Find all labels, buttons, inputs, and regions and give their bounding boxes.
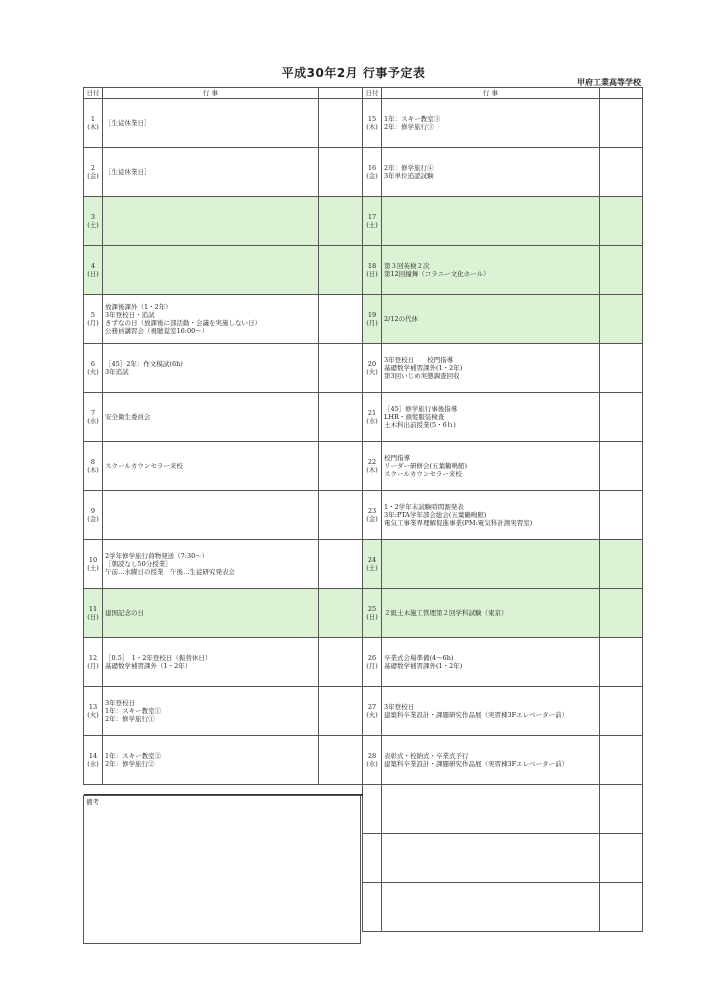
- day-number: 4: [90, 262, 96, 270]
- event-line: ２級土木施工管理第２回学科試験（東京）: [384, 609, 508, 617]
- date-cell: [363, 638, 382, 687]
- event-line: 2年：修学旅行③: [384, 123, 434, 131]
- day-number: 13: [88, 703, 98, 711]
- date-cell: [84, 99, 103, 148]
- event-line: 第３回英検２次: [384, 262, 430, 270]
- notes-cell: [319, 442, 363, 491]
- day-row: [363, 736, 643, 785]
- date-cell: [84, 589, 103, 638]
- event-line: ［生徒休業日］: [105, 119, 151, 127]
- event-line: 基礎数学補習課外(1・2年): [384, 364, 463, 372]
- event-line: 第3回いじめ実態調査回収: [384, 372, 460, 380]
- header-events: 行 事: [103, 88, 319, 99]
- day-row: [84, 148, 363, 197]
- blank-cell: [600, 883, 643, 932]
- day-of-week: (日): [366, 613, 378, 621]
- date-cell: [363, 246, 382, 295]
- day-of-week: (土): [87, 221, 99, 229]
- event-line: 建国記念の日: [105, 609, 144, 617]
- events-cell: [103, 197, 319, 246]
- page-title: 平成30年2月 行事予定表: [281, 66, 426, 80]
- day-number: 6: [90, 360, 96, 368]
- header-extra: [600, 88, 643, 99]
- day-row: [363, 393, 643, 442]
- events-cell: [382, 393, 600, 442]
- blank-row: [363, 834, 643, 883]
- events-cell: [382, 589, 600, 638]
- day-of-week: (木): [87, 466, 99, 474]
- event-line: 2年：修学旅行①: [105, 715, 155, 723]
- header-date: 日付: [84, 88, 103, 99]
- event-line: 建築科卒業設計・課題研究作品展（実習棟3Fエレベーター前）: [384, 711, 569, 719]
- notes-cell: [319, 246, 363, 295]
- event-line: 3年登校日: [384, 703, 415, 711]
- events-cell: [382, 687, 600, 736]
- day-number: 10: [88, 556, 98, 564]
- events-cell: [103, 295, 319, 344]
- event-line: 放課後課外（1・2年）: [105, 303, 172, 311]
- day-of-week: (土): [87, 564, 99, 572]
- events-cell: [103, 393, 319, 442]
- event-line: 2年：修学旅行④: [384, 164, 434, 172]
- blank-cell: [382, 883, 600, 932]
- notes-cell: [600, 736, 643, 785]
- date-cell: [84, 197, 103, 246]
- events-cell: [382, 344, 600, 393]
- blank-cell: [600, 834, 643, 883]
- day-of-week: (日): [366, 270, 378, 278]
- day-of-week: (水): [366, 760, 378, 768]
- event-line: 基礎数学補習課外(1・2年): [384, 662, 463, 670]
- events-cell: [103, 148, 319, 197]
- event-line: ［0.5］ 1・2年登校日（振替休日）: [105, 654, 212, 662]
- notes-cell: [319, 197, 363, 246]
- event-line: 午前…水曜日の授業 午後…生徒研究発表会: [105, 568, 235, 576]
- date-cell: [84, 246, 103, 295]
- events-cell: [382, 491, 600, 540]
- day-row: [363, 638, 643, 687]
- day-number: 21: [367, 409, 377, 417]
- day-row: [84, 540, 363, 589]
- header-events: 行 事: [382, 88, 600, 99]
- day-row: [84, 197, 363, 246]
- event-line: 校門指導: [384, 454, 410, 462]
- date-cell: [84, 736, 103, 785]
- events-cell: [382, 246, 600, 295]
- day-row: [84, 344, 363, 393]
- day-row: [84, 99, 363, 148]
- day-number: 23: [367, 507, 377, 515]
- date-cell: [84, 540, 103, 589]
- event-line: LHR・頭髪服装検査: [384, 413, 445, 421]
- event-line: 3年登校日 校門指導: [384, 356, 454, 364]
- header-date: 日付: [363, 88, 382, 99]
- day-of-week: (火): [87, 368, 99, 376]
- day-number: 5: [90, 311, 96, 319]
- events-cell: [103, 344, 319, 393]
- notes-cell: [319, 99, 363, 148]
- day-of-week: (木): [366, 123, 378, 131]
- day-of-week: (金): [366, 172, 378, 180]
- event-line: 3年登校日・追試: [105, 311, 155, 319]
- day-row: [363, 148, 643, 197]
- date-cell: [363, 295, 382, 344]
- day-row: [84, 295, 363, 344]
- events-cell: [103, 589, 319, 638]
- notes-cell: [600, 197, 643, 246]
- day-of-week: (月): [366, 662, 378, 670]
- day-number: 8: [90, 458, 96, 466]
- day-row: [84, 491, 363, 540]
- date-cell: [84, 344, 103, 393]
- event-line: 1・2学年末試験時間割発表: [384, 503, 464, 511]
- day-row: [363, 99, 643, 148]
- day-number: 12: [88, 654, 98, 662]
- day-number: 14: [88, 752, 98, 760]
- events-cell: [382, 148, 600, 197]
- notes-cell: [600, 344, 643, 393]
- notes-cell: [319, 491, 363, 540]
- notes-cell: [600, 295, 643, 344]
- day-row: [363, 540, 643, 589]
- event-line: 3年追試: [105, 368, 129, 376]
- day-number: 22: [367, 458, 377, 466]
- day-row: [363, 687, 643, 736]
- day-number: 27: [367, 703, 377, 711]
- event-line: 3年:PTA学年部会総会(五葉鶴鳴館): [384, 511, 487, 519]
- events-cell: [382, 197, 600, 246]
- event-line: 電気工事業界理解促進事業(PM:電気科計測実習室): [384, 519, 533, 527]
- day-of-week: (月): [87, 319, 99, 327]
- notes-cell: [600, 638, 643, 687]
- day-number: 18: [367, 262, 377, 270]
- day-row: [363, 442, 643, 491]
- day-number: 19: [367, 311, 377, 319]
- date-cell: [363, 540, 382, 589]
- event-line: 安全衛生委員会: [105, 413, 151, 421]
- events-cell: [382, 638, 600, 687]
- event-line: ［生徒休業日］: [105, 168, 151, 176]
- event-line: 表彰式・校納式・卒業式予行: [384, 752, 469, 760]
- blank-cell: [363, 883, 382, 932]
- event-line: 第12回撞舞（コラニー文化ホール）: [384, 270, 490, 278]
- date-cell: [84, 393, 103, 442]
- events-cell: [382, 99, 600, 148]
- day-of-week: (金): [87, 172, 99, 180]
- date-cell: [363, 736, 382, 785]
- event-line: 公務員講習会（視聴覚室16:00～）: [105, 327, 209, 335]
- events-cell: [382, 540, 600, 589]
- events-cell: [103, 99, 319, 148]
- notes-cell: [600, 687, 643, 736]
- day-of-week: (水): [87, 760, 99, 768]
- event-line: ［45］修学旅行事後指導: [384, 405, 458, 413]
- event-line: ［朝読なし50分授業］: [105, 560, 172, 568]
- day-number: 3: [90, 213, 96, 221]
- day-of-week: (月): [87, 662, 99, 670]
- notes-cell: [600, 99, 643, 148]
- header-extra: [319, 88, 363, 99]
- blank-cell: [382, 834, 600, 883]
- date-cell: [363, 589, 382, 638]
- notes-cell: [600, 540, 643, 589]
- day-of-week: (金): [366, 515, 378, 523]
- notes-cell: [319, 540, 363, 589]
- day-of-week: (水): [366, 417, 378, 425]
- day-of-week: (金): [87, 515, 99, 523]
- day-row: [363, 589, 643, 638]
- date-cell: [363, 491, 382, 540]
- events-cell: [382, 295, 600, 344]
- event-line: 2年：修学旅行②: [105, 760, 155, 768]
- school-name: 甲府工業高等学校: [577, 78, 641, 87]
- notes-cell: [600, 589, 643, 638]
- date-cell: [84, 148, 103, 197]
- event-line: スクールカウンセラー来校: [105, 462, 183, 470]
- day-number: 11: [88, 605, 98, 613]
- day-row: [84, 442, 363, 491]
- event-line: 1年：スキー教室②: [105, 752, 162, 760]
- day-number: 9: [90, 507, 96, 515]
- schedule-table-left: [83, 87, 363, 785]
- notes-cell: [600, 148, 643, 197]
- notes-cell: [319, 393, 363, 442]
- notes-cell: [600, 491, 643, 540]
- day-of-week: (日): [87, 270, 99, 278]
- day-number: 7: [90, 409, 96, 417]
- day-of-week: (水): [87, 417, 99, 425]
- day-of-week: (木): [87, 123, 99, 131]
- day-row: [84, 589, 363, 638]
- date-cell: [363, 148, 382, 197]
- notes-cell: [319, 687, 363, 736]
- event-line: リーダー研修会(五葉鶴鳴館): [384, 462, 468, 470]
- date-cell: [363, 197, 382, 246]
- event-line: きずなの日（放課後に部活動・会議を実施しない日）: [105, 319, 261, 327]
- blank-cell: [363, 834, 382, 883]
- date-cell: [363, 687, 382, 736]
- day-number: 25: [367, 605, 377, 613]
- day-row: [363, 344, 643, 393]
- day-of-week: (土): [366, 564, 378, 572]
- day-number: 28: [367, 752, 377, 760]
- events-cell: [103, 638, 319, 687]
- schedule-table-right: [362, 87, 643, 932]
- notes-cell: [319, 148, 363, 197]
- event-line: ［45］2年：作文模試(6h): [105, 360, 183, 368]
- day-row: [84, 246, 363, 295]
- events-cell: [103, 491, 319, 540]
- date-cell: [84, 638, 103, 687]
- notes-cell: [600, 246, 643, 295]
- day-of-week: (火): [87, 711, 99, 719]
- day-number: 2: [90, 164, 96, 172]
- day-of-week: (土): [366, 221, 378, 229]
- events-cell: [103, 442, 319, 491]
- day-row: [84, 736, 363, 785]
- date-cell: [84, 295, 103, 344]
- day-number: 15: [367, 115, 377, 123]
- date-cell: [363, 393, 382, 442]
- event-line: 建築科卒業設計・課題研究作品展（実習棟3Fエレベーター前）: [384, 760, 569, 768]
- day-number: 1: [90, 115, 96, 123]
- day-of-week: (月): [366, 319, 378, 327]
- events-cell: [103, 246, 319, 295]
- date-cell: [363, 99, 382, 148]
- event-line: 2/12の代休: [384, 315, 419, 323]
- events-cell: [103, 687, 319, 736]
- blank-row: [363, 785, 643, 834]
- date-cell: [84, 491, 103, 540]
- events-cell: [103, 736, 319, 785]
- day-row: [363, 197, 643, 246]
- event-line: 3年登校日: [105, 699, 136, 707]
- date-cell: [363, 344, 382, 393]
- blank-row: [363, 883, 643, 932]
- notes-cell: [600, 442, 643, 491]
- day-of-week: (火): [366, 711, 378, 719]
- day-row: [363, 295, 643, 344]
- day-number: 24: [367, 556, 377, 564]
- day-row: [84, 638, 363, 687]
- event-line: 土木科出前授業(5・6ｈ): [384, 421, 456, 429]
- day-row: [363, 491, 643, 540]
- blank-cell: [382, 785, 600, 834]
- day-number: 16: [367, 164, 377, 172]
- event-line: 基礎数学補習課外（1・2年）: [105, 662, 192, 670]
- day-number: 20: [367, 360, 377, 368]
- blank-cell: [600, 785, 643, 834]
- event-line: スクールカウンセラー来校: [384, 470, 462, 478]
- day-number: 26: [367, 654, 377, 662]
- event-line: 卒業式会場準備(4～6h): [384, 654, 454, 662]
- remarks-box: [83, 795, 361, 944]
- day-of-week: (火): [366, 368, 378, 376]
- notes-cell: [319, 589, 363, 638]
- event-line: 2学年修学旅行荷物発送（7:30～）: [105, 552, 209, 560]
- day-row: [363, 246, 643, 295]
- event-line: 1年：スキー教室①: [105, 707, 162, 715]
- notes-cell: [600, 393, 643, 442]
- date-cell: [363, 442, 382, 491]
- notes-cell: [319, 736, 363, 785]
- day-row: [84, 687, 363, 736]
- notes-cell: [319, 638, 363, 687]
- date-cell: [84, 442, 103, 491]
- day-row: [84, 393, 363, 442]
- events-cell: [382, 736, 600, 785]
- events-cell: [103, 540, 319, 589]
- events-cell: [382, 442, 600, 491]
- remarks-label: 備考: [86, 798, 99, 806]
- day-number: 17: [367, 213, 377, 221]
- blank-cell: [363, 785, 382, 834]
- notes-cell: [319, 344, 363, 393]
- day-of-week: (日): [87, 613, 99, 621]
- event-line: 3年単位追認試験: [384, 172, 434, 180]
- date-cell: [84, 687, 103, 736]
- notes-cell: [319, 295, 363, 344]
- day-of-week: (木): [366, 466, 378, 474]
- event-line: 1年：スキー教室③: [384, 115, 441, 123]
